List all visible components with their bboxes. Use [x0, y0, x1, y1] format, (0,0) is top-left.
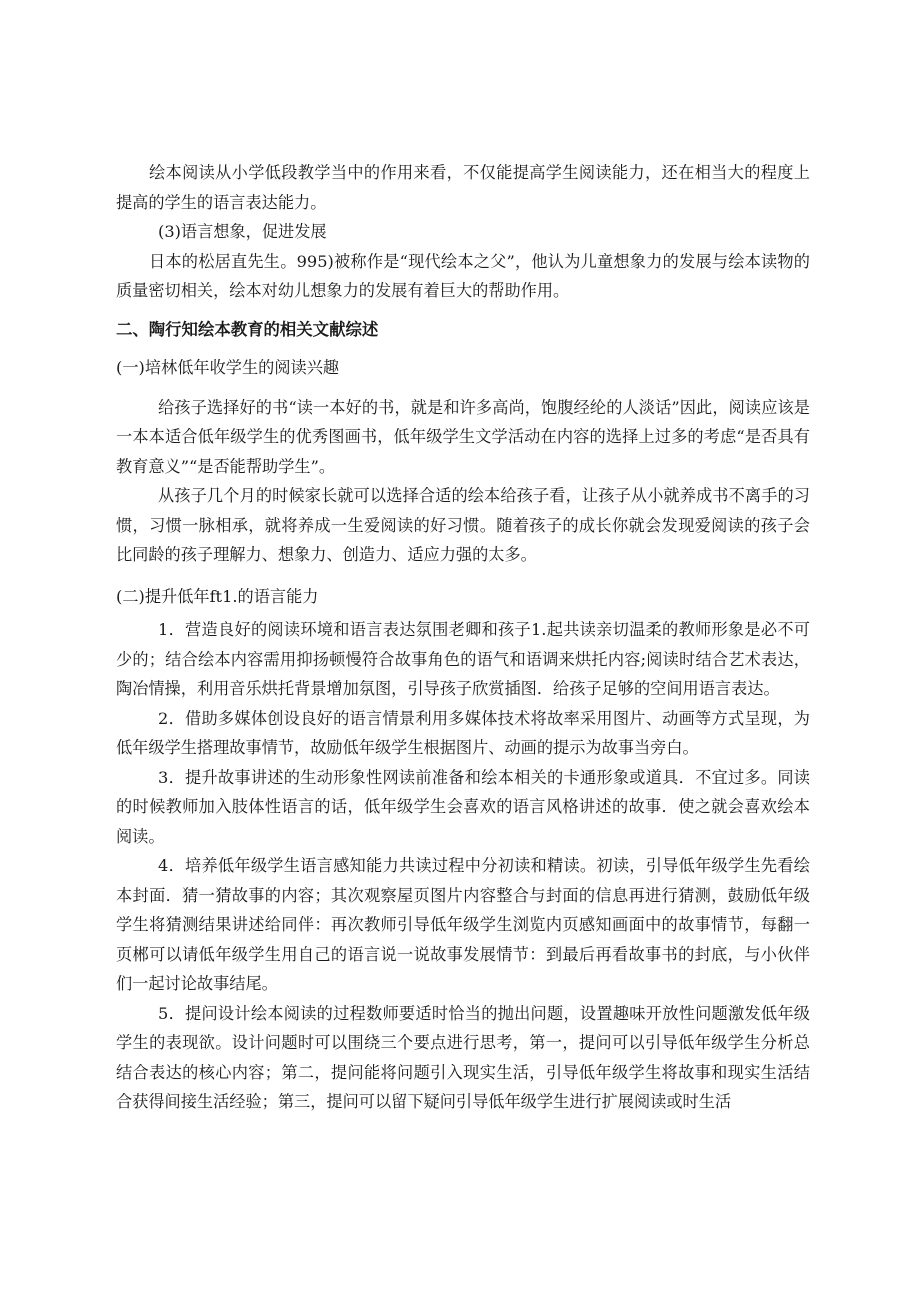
body-paragraph: 给孩子选择好的书“读一本好的书，就是和许多高尚，饱腹经纶的人淡话”因此，阅读应该是一本本适合低年级学生的优秀图画书，低年级学生文学活动在内容的选择上过多的考虑“是否具有教育意义”“是否能帮助学生”。 [116, 397, 810, 476]
section-heading: 二、陶行知绘本教育的相关文献综述 [116, 319, 379, 339]
numbered-item: 3．提升故事讲述的生动形象性网读前准备和绘本相关的卡通形象或道具．不宜过多。同读的时候教师加入肢体性语言的话，低年级学生会喜欢的语言风格讲述的故事．使之就会喜欢绘本阅读。 [116, 767, 810, 846]
body-paragraph: 从孩子几个月的时候家长就可以选择合适的绘本给孩子看，让孩子从小就养成书不离手的习惯，习惯一脉相承，就将养成一生爱阅读的好习惯。随着孩子的成长你就会发现爱阅读的孩子会比同龄的孩子理解力、想象力、创造力、适应力强的太多。 [116, 486, 810, 564]
sub-heading: (3)语言想象，促进发展 [158, 222, 327, 241]
numbered-item: 4．培养低年级学生语言感知能力共读过程中分初读和精读。初读，引导低年级学生先看绘本封面．猜一猜故事的内容；其次观察屋页图片内容整合与封面的信息再进行猜测，鼓励低年级学生将猜测结果讲述给同伴：再次教师引导低年级学生浏览内页感知画面中的故事情节，每翻一页郴可以请低年级学生用自己的语言说一说故事发展情节：到最后再看故事书的封底，与小伙伴们一起讨论故事结尾。 [116, 856, 810, 993]
document-body [116, 158, 810, 1117]
numbered-item: 1．营造良好的阅读环境和语言表达氛围老卿和孩子1.起共读亲切温柔的教师形象是必不可少的；结合绘本内容需用抑扬顿慢符合故事角色的语气和语调来烘托内容;阅读时结合艺术表达，陶冶情操，利用音乐烘托背景增加氛图，引导孩子欣赏插图．给孩子足够的空间用语言表达。 [116, 620, 810, 698]
body-paragraph: 日本的松居直先生。995)被称作是“现代绘本之父”，他认为儿童想象力的发展与绘本读物的质量密切相关，绘本对幼儿想象力的发展有着巨大的帮助作用。 [116, 251, 810, 300]
numbered-item: 5．提问设计绘本阅读的过程数师要适时恰当的抛出问题，设置趣味开放性问题激发低年级学生的表现欲。设计问题时可以围绕三个要点进行思考，第一，提问可以引导低年级学生分析总结合表达的核心内容；第二，提问能将问题引入现实生活，引导低年级学生将故事和现实生活结合获得间接生活经验；第三，提问可以留下疑问引导低年级学生进行扩展阅读或时生活 [116, 1003, 810, 1111]
body-paragraph: 绘本阅读从小学低段教学当中的作用来看，不仅能提高学生阅读能力，还在相当大的程度上提高的学生的语言表达能力。 [116, 163, 810, 212]
subsection-heading: (一)培林低年收学生的阅读兴趣 [116, 358, 340, 377]
subsection-heading: (二)提升低年ft1.的语言能力 [116, 586, 319, 606]
numbered-item: 2．借助多媒体创设良好的语言情景利用多媒体技术将故率采用图片、动画等方式呈现，为低年级学生搭理故事情节，故励低年级学生根据图片、动画的提示为故事当旁白。 [116, 708, 810, 757]
